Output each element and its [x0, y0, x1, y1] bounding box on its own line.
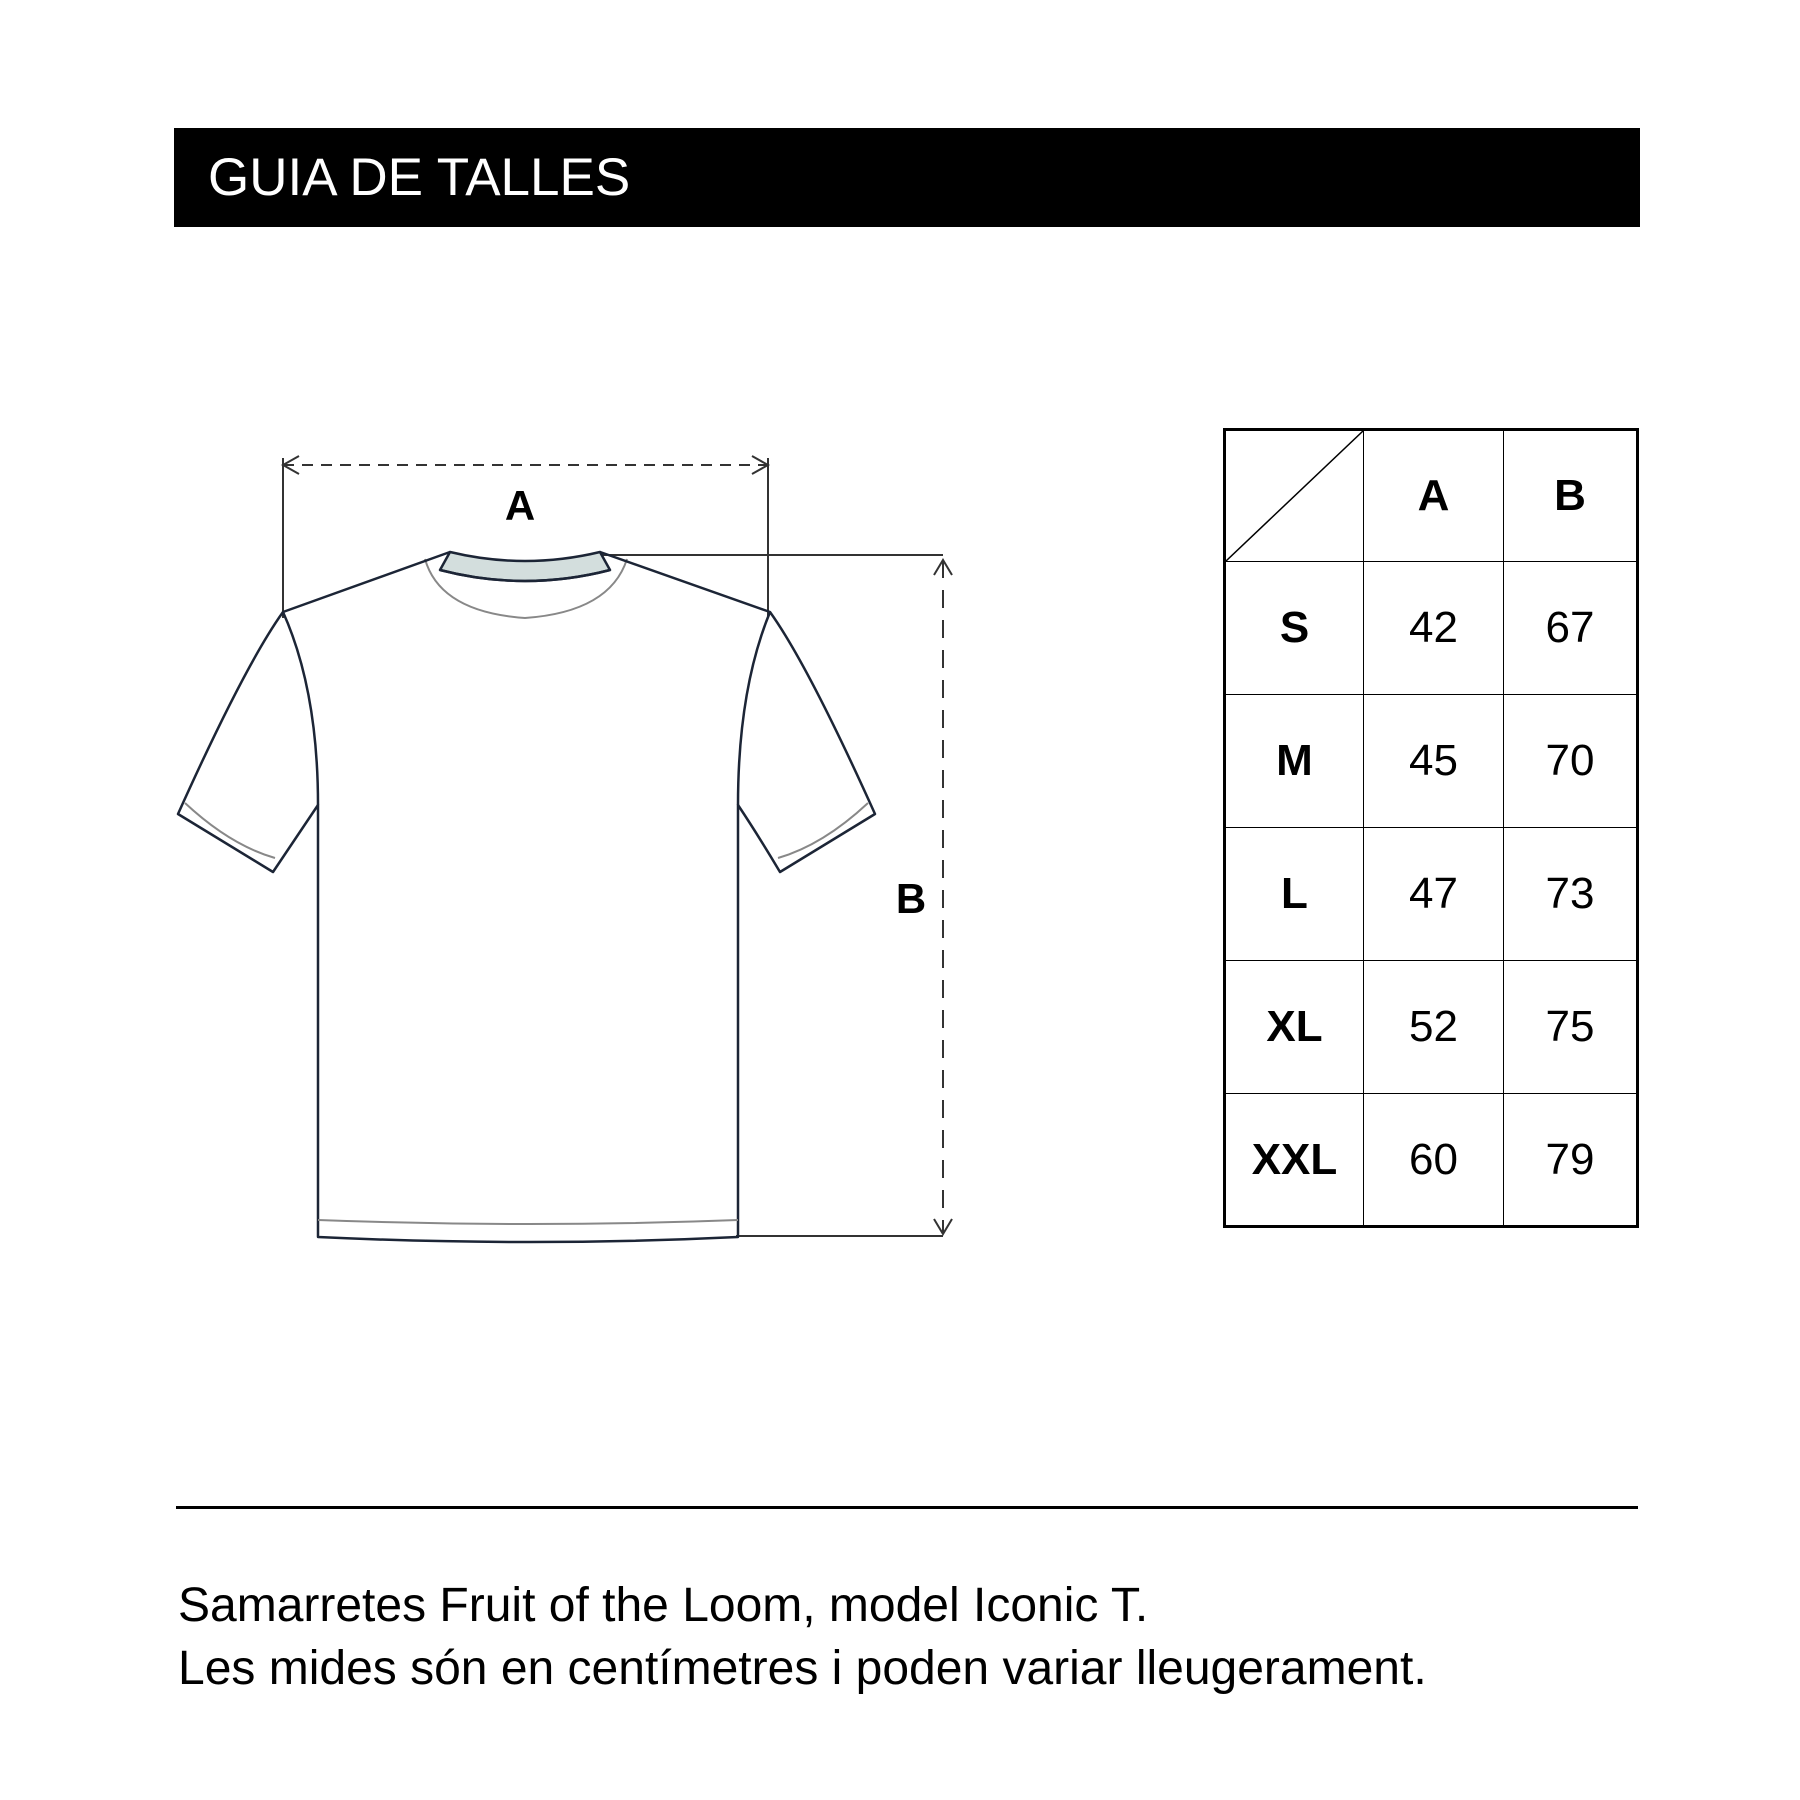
measurement-b: 67: [1504, 562, 1638, 695]
size-label: M: [1225, 695, 1364, 828]
column-header-b: B: [1504, 430, 1638, 562]
table-row: [1225, 828, 1638, 961]
diagonal-line-icon: [1226, 431, 1363, 561]
measurement-a: 45: [1364, 695, 1504, 828]
label-b: B: [895, 875, 927, 922]
size-label: L: [1225, 828, 1364, 961]
measurement-a: 52: [1364, 961, 1504, 1094]
measurement-a: 60: [1364, 1094, 1504, 1227]
measurement-a: 42: [1364, 562, 1504, 695]
measurement-a: 47: [1364, 828, 1504, 961]
tshirt-outline: [178, 552, 875, 1242]
measurement-b: 75: [1504, 961, 1638, 1094]
measurement-b: 73: [1504, 828, 1638, 961]
table-header-row: [1225, 430, 1638, 562]
page-title: GUIA DE TALLES: [208, 148, 631, 207]
table-row: [1225, 961, 1638, 1094]
footer-note-line-2: Les mides són en centímetres i poden variar lleugerament.: [178, 1642, 1427, 1695]
measurement-b: 79: [1504, 1094, 1638, 1227]
table-row: [1225, 695, 1638, 828]
measurement-b: 70: [1504, 695, 1638, 828]
table-corner-cell: [1225, 430, 1364, 562]
column-header-a: A: [1364, 430, 1504, 562]
width-dimension: [283, 456, 768, 618]
size-label: XXL: [1225, 1094, 1364, 1227]
footer-note-line-1: Samarretes Fruit of the Loom, model Iconic T.: [178, 1579, 1149, 1632]
divider: [176, 1506, 1638, 1509]
table-row: [1225, 1094, 1638, 1227]
size-label: S: [1225, 562, 1364, 695]
table-row: [1225, 562, 1638, 695]
label-a: A: [504, 482, 536, 529]
size-label: XL: [1225, 961, 1364, 1094]
size-table: [1223, 428, 1639, 1228]
